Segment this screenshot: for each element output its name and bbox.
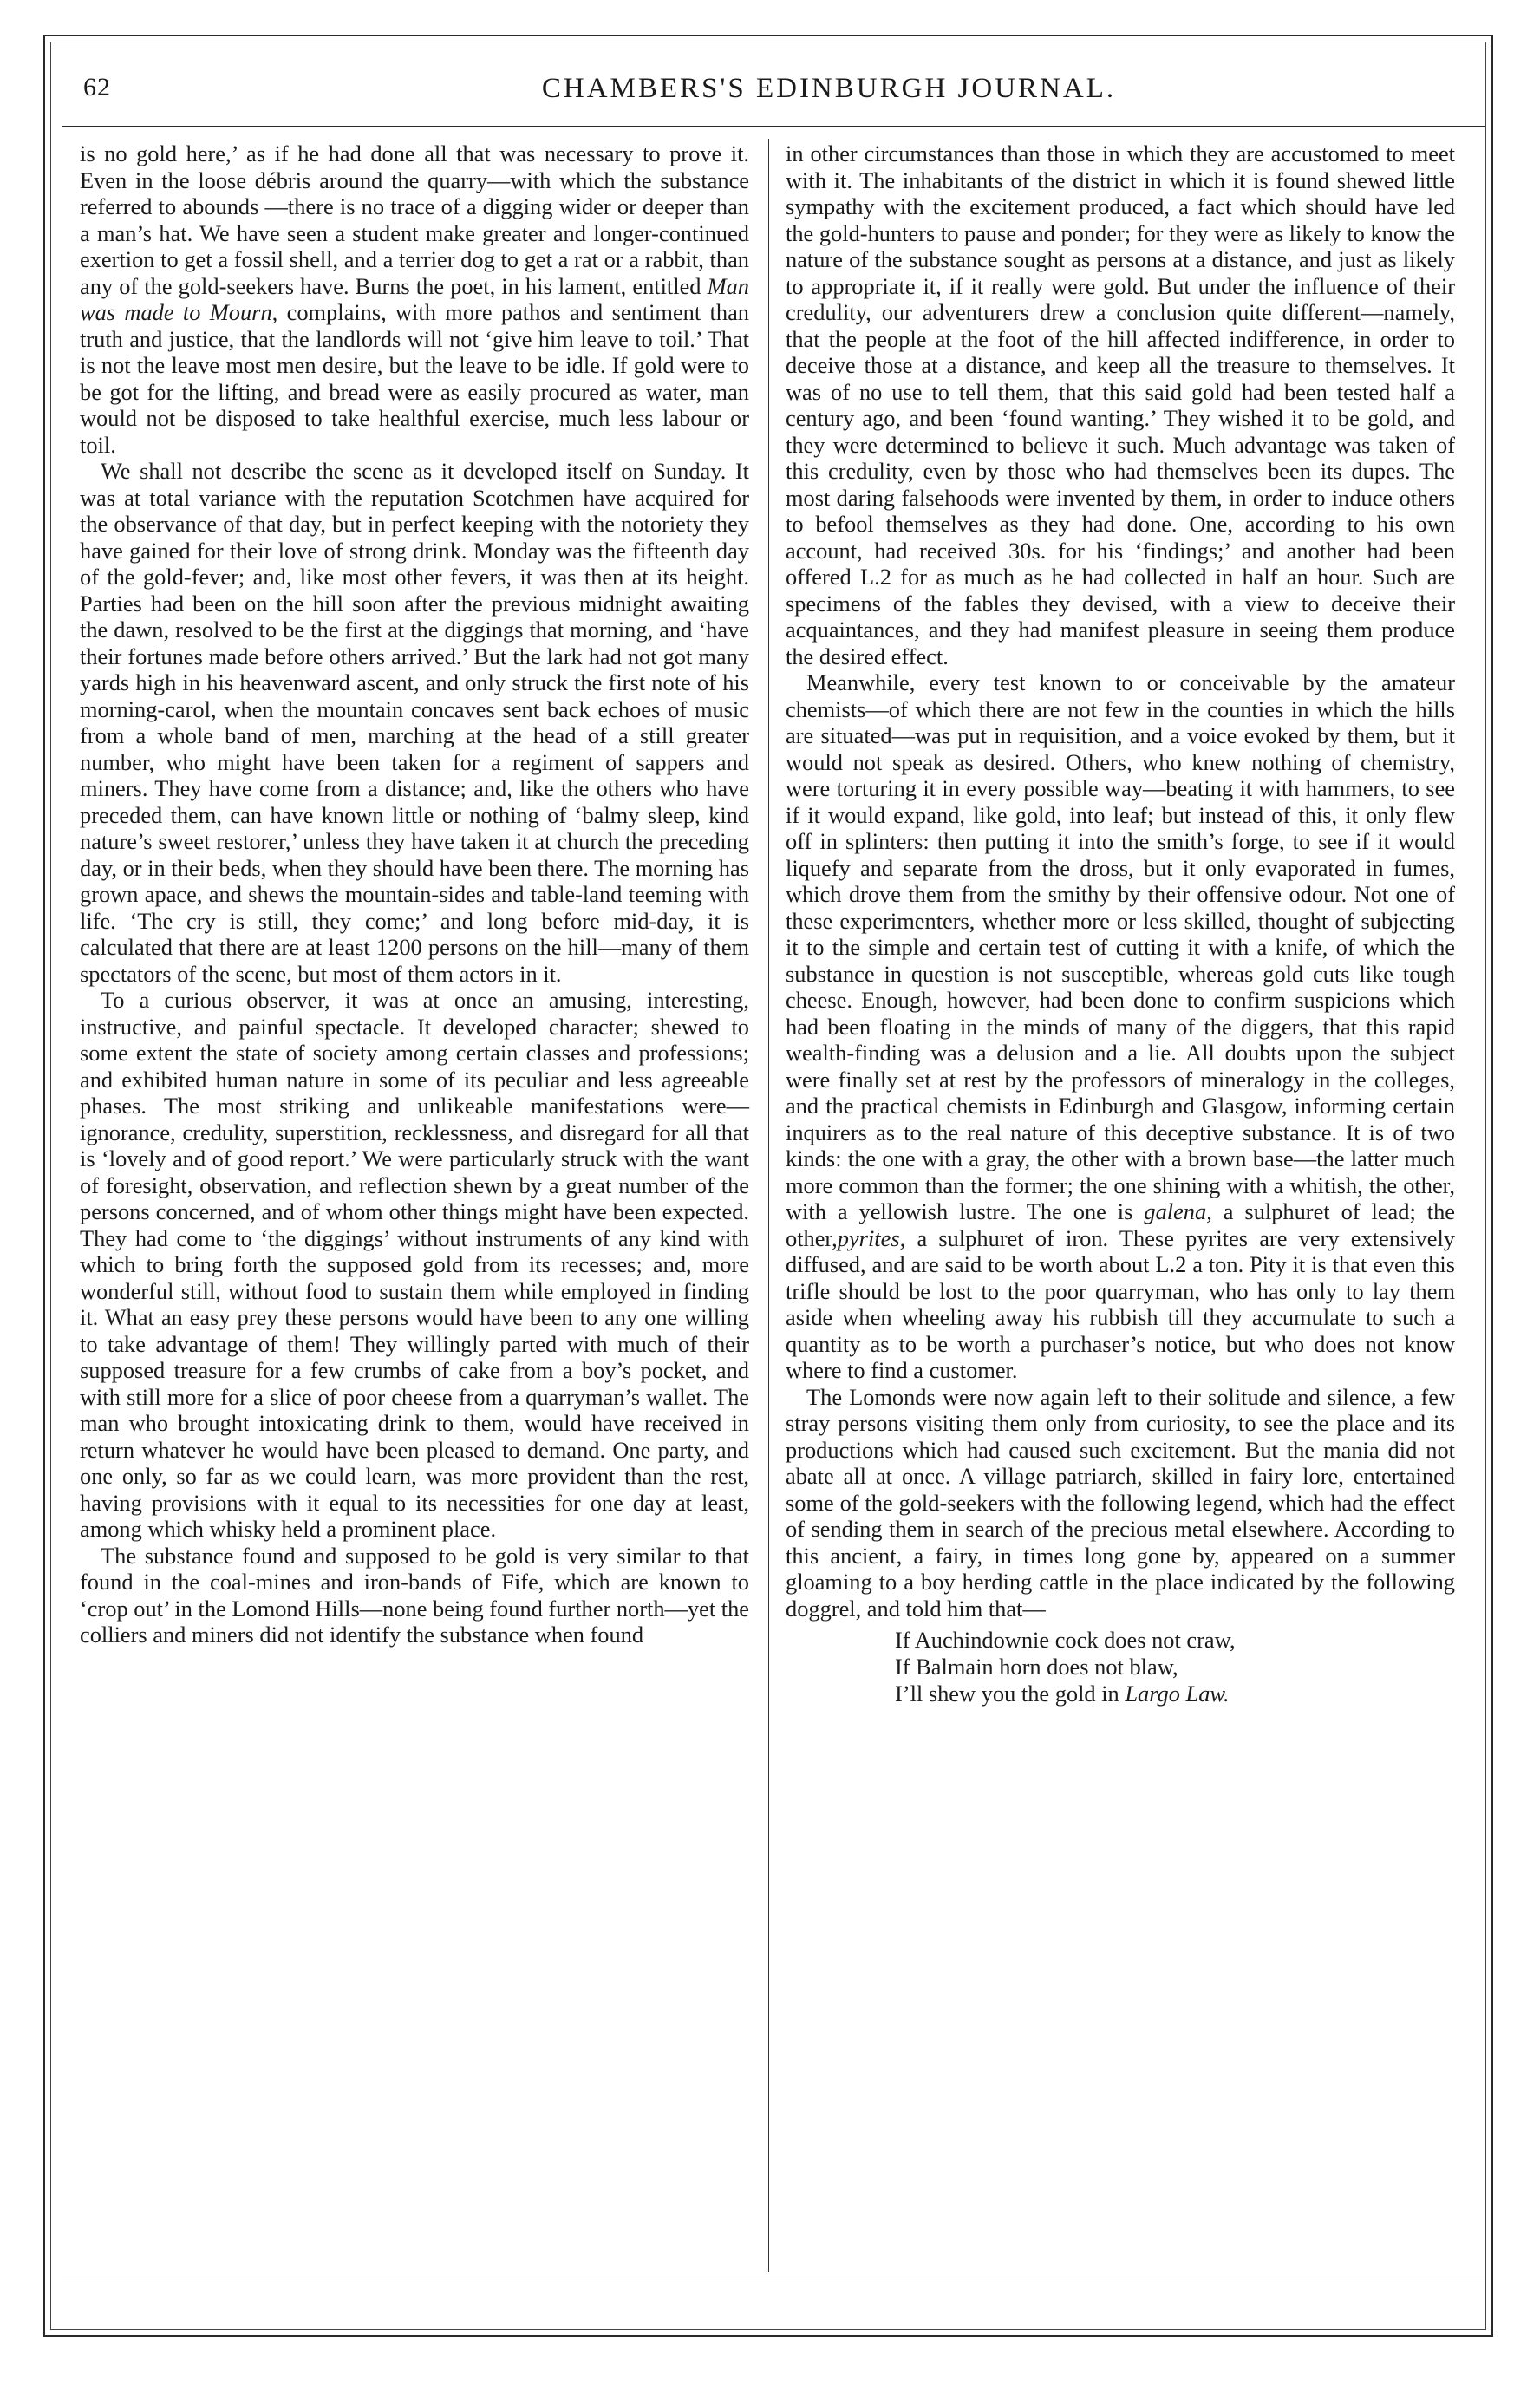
column-divider [768, 139, 769, 2272]
page-number: 62 [83, 73, 111, 101]
right-column [786, 140, 1455, 1707]
paragraph [80, 140, 749, 458]
paragraph-text: a sulphuret of lead; the other, [786, 1198, 1455, 1251]
verse [895, 1627, 1455, 1707]
paragraph-text: a sulphuret of iron. These pyrites are very extensively diffused, and are said to be worth about L.2 a ton. Pity it is that even this trifle should be lost to the poor quarryman, who has only to lay them aside when wheeling away his rubbish till they accumulate to such a quantity as to be worth a purchaser’s notice, but who does not know where to find a customer. [786, 1224, 1455, 1383]
mineral-name: galena, [1144, 1198, 1212, 1224]
running-title: CHAMBERS'S EDINBURGH JOURNAL. [541, 73, 1117, 104]
paragraph: To a curious observer, it was at once an amusing, interesting, instructive, and painful spectacle. It developed character; shewed to some extent the state of society among certain classes and professions; and exhibited human nature in some of its peculiar and less agreeable phases. The most striking and unlikeable manifestations were—ignorance, credulity, superstition, recklessness, and disregard for all that is ‘lovely and of good report.’ We were particularly struck with the want of foresight, observation, and reflection shewn by a great number of the persons concerned, and of whom other things might have been expected. They had come to ‘the diggings’ without instruments of any kind with which to bring forth the supposed gold from its recesses; and, more wonderful still, without food to sustain them while employed in finding it. What an easy prey these persons would have been to any one willing to take advantage of them! They willingly parted with much of their supposed treasure for a few crumbs of cake from a boy’s pocket, and with still more for a slice of poor cheese from a quarryman’s wallet. The man who brought intoxicating drink to them, would have received in return whatever he would have been pleased to demand. One party, and one only, so far as we could learn, was more provident than the rest, having provisions with it equal to its necessities for one day at least, among which whisky held a prominent place. [80, 987, 749, 1542]
place-name: Largo Law. [1125, 1680, 1230, 1707]
mineral-name: pyrites, [837, 1224, 906, 1251]
verse-text: I’ll shew you the gold in [895, 1680, 1119, 1707]
paragraph-text: complains, with more pathos and sentiment than truth and justice, that the landlords will not ‘give him leave to toil.’ That is not the leave most men desire, but the leave to be idle. If gold were to be got for the lifting, and bread were as easily procured as water, man would not be disposed to take healthful exercise, much less labour or toil. [80, 299, 749, 458]
verse-line: If Balmain horn does not blaw, [895, 1654, 1178, 1680]
paragraph-text: is no gold here,’ as if he had done all that was necessary to prove it. Even in the loose débris around the quarry—with which the substance referred to abounds —there is no trace of a digging wider or deeper than a man’s hat. We have seen a student make greater and longer-continued exertion to get a fossil shell, and a terrier dog to get a rat or a rabbit, than any of the gold-seekers have. Burns the poet, in his lament, entitled [80, 140, 749, 299]
paragraph-text: Meanwhile, every test known to or conceivable by the amateur chemists—of which there are not few in the counties in which the hills are situated—was put in requisition, and a voice evoked by them, but it would not speak as desired. Others, who knew nothing of chemistry, were torturing it in every possible way—beating it with hammers, to see if it would expand, like gold, into leaf; but instead of this, it only flew off in splinters: then putting it into the smith’s forge, to see if it would liquefy and separate from the dross, but it only evaporated in fumes, which drove them from the smithy by their offensive odour. Not one of these experimenters, whether more or less skilled, thought of subjecting it to the simple and certain test of cutting it with a knife, of which the substance in question is not susceptible, whereas gold cuts like tough cheese. Enough, however, had been done to confirm suspicions which had been floating in the minds of many of the diggers, that this rapid wealth-finding was a delusion and a lie. All doubts upon the subject were finally set at rest by the professors of mineralogy in the colleges, and the practical chemists in Edinburgh and Glasgow, informing certain inquirers as to the real nature of this deceptive substance. It is of two kinds: the one with a gray, the other with a brown base—the latter much more common than the former; the one shining with a whitish, the other, with a yellowish lustre. The one is [786, 669, 1455, 1224]
verse-line: If Auchindownie cock does not craw, [895, 1627, 1236, 1653]
poem-title: Man was made to Mourn, [80, 272, 749, 325]
paragraph: in other circumstances than those in which they are accustomed to meet with it. The inhabitants of the district in which it is found shewed little sympathy with the excitement produced, a fact which should have led the gold-hunters to pause and ponder; for they were as likely to know the nature of the substance sought as persons at a distance, and just as likely to appropriate it, if it really were gold. But under the influence of their credulity, our adventurers drew a conclusion quite different—namely, that the people at the foot of the hill affected indifference, in order to deceive those at a distance, and keep all the treasure to themselves. It was of no use to tell them, that this said gold had been tested half a century ago, and been ‘found wanting.’ They wished it to be gold, and they were determined to believe it such. Much advantage was taken of this credulity, even by those who had themselves been its dupes. The most daring falsehoods were invented by them, in order to induce others to befool themselves as they had done. One, according to his own account, had received 30s. for his ‘findings;’ and another had been offered L.2 for as much as he had collected in half an hour. Such are specimens of the fables they devised, with a view to deceive their acquaintances, and they had manifest pleasure in seeing them produce the desired effect. [786, 140, 1455, 669]
verse-line [895, 1680, 1455, 1707]
header-rule [62, 126, 1485, 127]
paragraph [786, 669, 1455, 1384]
left-column [80, 140, 749, 1648]
paragraph: We shall not describe the scene as it developed itself on Sunday. It was at total variance with the reputation Scotchmen have acquired for the observance of that day, but in perfect keeping with the notoriety they have gained for their love of strong drink. Monday was the fifteenth day of the gold-fever; and, like most other fevers, it was then at its height. Parties had been on the hill soon after the previous midnight awaiting the dawn, resolved to be the first at the diggings that morning, and ‘have their fortunes made before others arrived.’ But the lark had not got many yards high in his heavenward ascent, and only struck the first note of his morning-carol, when the mountain concaves sent back echoes of music from a whole band of men, marching at the head of a still greater number, who might have been taken for a regiment of sappers and miners. They have come from a distance; and, like the others who have preceded them, can have known little or nothing of ‘balmy sleep, kind nature’s sweet restorer,’ unless they have taken it at church the preceding day, or in their beds, when they should have been there. The morning has grown apace, and shews the mountain-sides and table-land teeming with life. ‘The cry is still, they come;’ and long before mid-day, it is calculated that there are at least 1200 persons on the hill—many of them spectators of the scene, but most of them actors in it. [80, 458, 749, 987]
paragraph: The substance found and supposed to be gold is very similar to that found in the coal-mines and iron-bands of Fife, which are known to ‘crop out’ in the Lomond Hills—none being found further north—yet the colliers and miners did not identify the substance when found [80, 1542, 750, 1648]
paragraph: The Lomonds were now again left to their solitude and silence, a few stray persons visiting them only from curiosity, to see the place and its productions which had caused such excitement. But the mania did not abate all at once. A village patriarch, skilled in fairy lore, entertained some of the gold-seekers with the following legend, which had the effect of sending them in search of the precious metal elsewhere. According to this ancient, a fairy, in times long gone by, appeared on a summer gloaming to a boy herding cattle in the place indicated by the following doggrel, and told him that— [786, 1383, 1455, 1622]
page-header [83, 68, 1471, 128]
